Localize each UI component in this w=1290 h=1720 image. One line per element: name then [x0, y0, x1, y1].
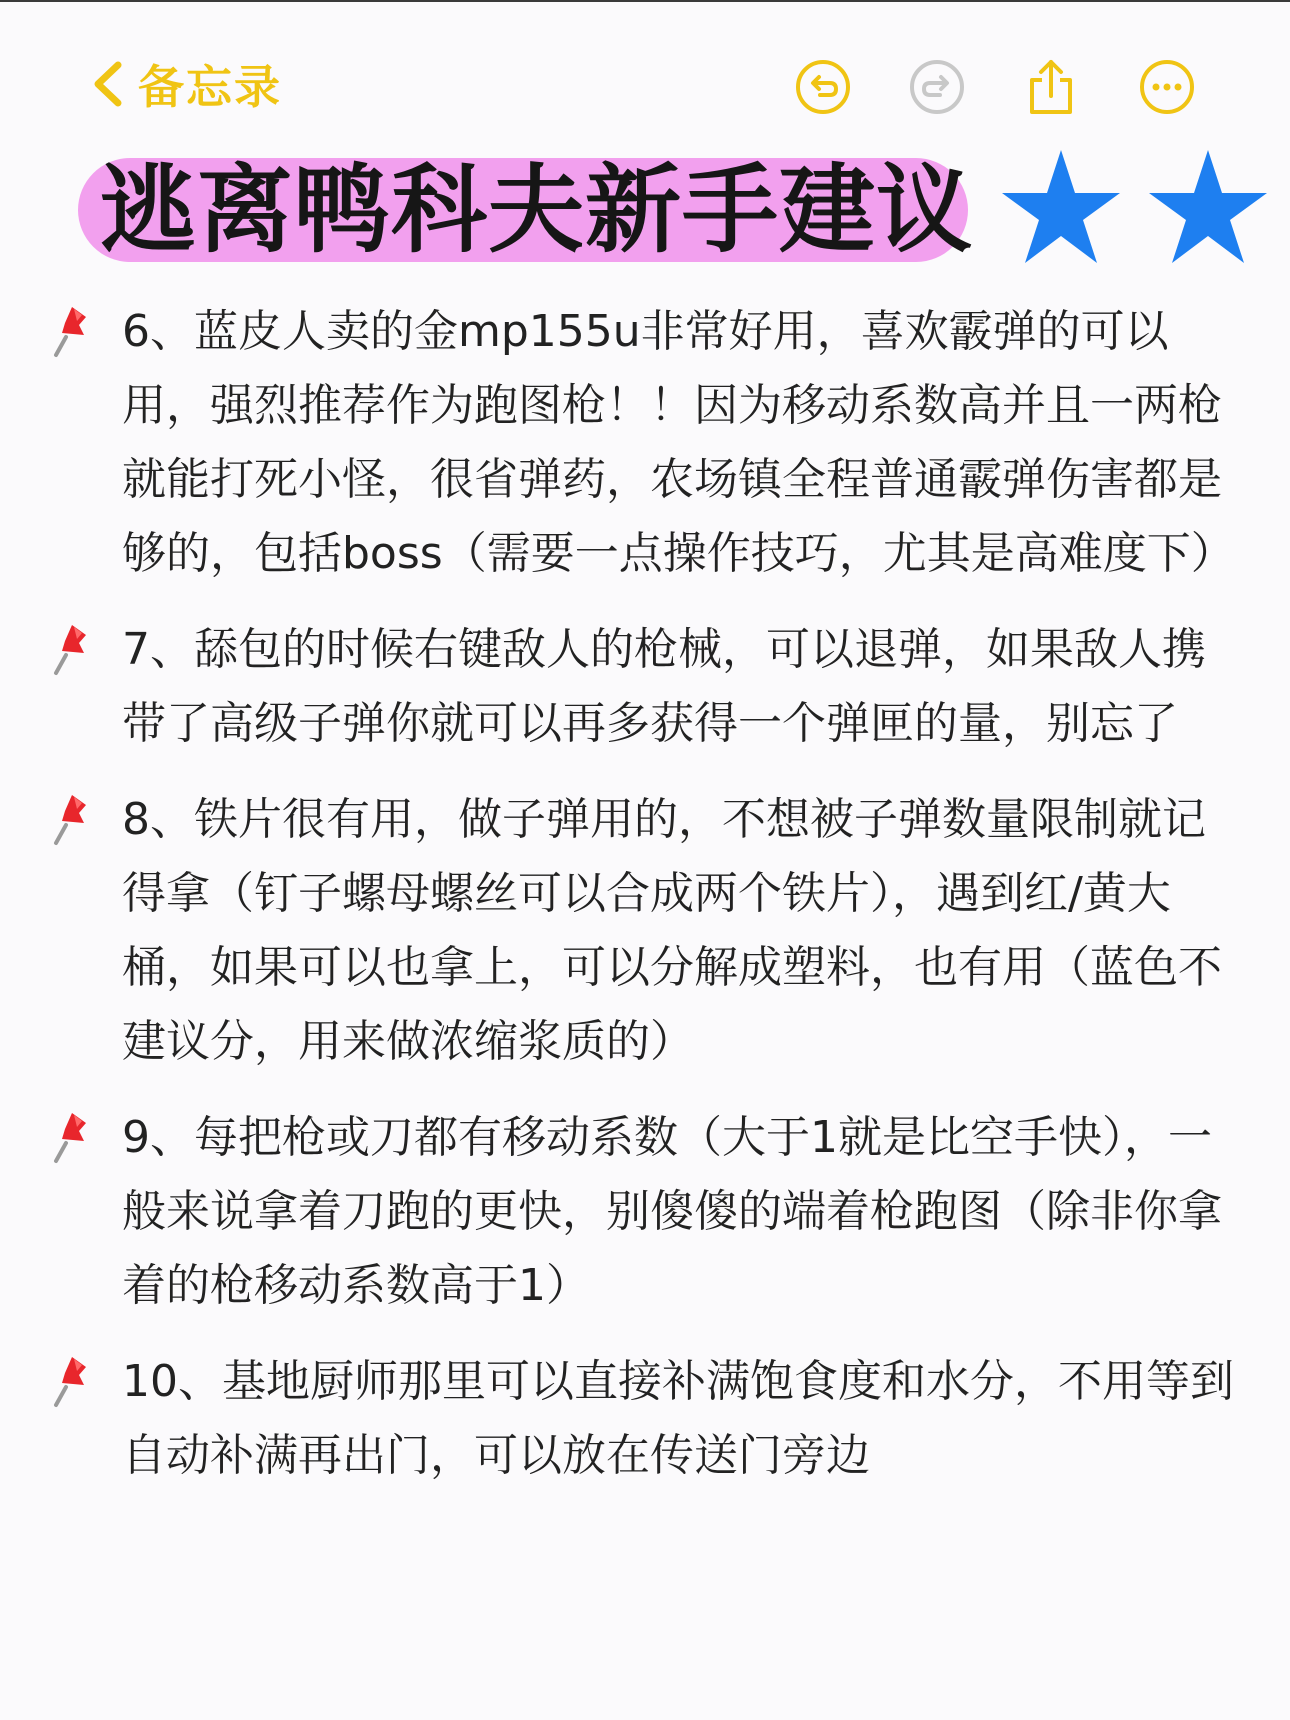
list-item — [52, 1345, 1242, 1493]
page-title: 逃离鸭科夫新手建议 — [100, 154, 973, 266]
chevron-left-icon — [90, 59, 124, 109]
undo-icon — [794, 58, 852, 116]
back-label: 备忘录 — [138, 60, 282, 114]
back-button[interactable] — [90, 54, 282, 114]
top-divider — [0, 0, 1290, 2]
more-button[interactable] — [1138, 58, 1196, 116]
list-item — [52, 295, 1242, 591]
redo-button[interactable] — [908, 58, 966, 116]
list-item — [52, 783, 1242, 1079]
star-icon — [1002, 150, 1120, 263]
nav-bar — [0, 40, 1290, 130]
list-item-text: 6、蓝皮人卖的金mp155u非常好用，喜欢霰弹的可以用，强烈推荐作为跑图枪！！因为移动系数高并且一两枪就能打死小怪，很省弹药，农场镇全程普通霰弹伤害都是够的，包括boss（需要一点操作技巧，尤其是高难度下） — [122, 306, 1235, 579]
title-stars — [986, 142, 1286, 272]
more-icon — [1138, 58, 1196, 116]
redo-icon — [908, 58, 966, 116]
title-banner — [78, 150, 1228, 270]
tips-list — [52, 295, 1242, 1515]
list-item-text: 7、舔包的时候右键敌人的枪械，可以退弹，如果敌人携带了高级子弹你就可以再多获得一个弹匣的量，别忘了 — [122, 624, 1206, 749]
star-icon — [1149, 150, 1267, 263]
pushpin-icon — [52, 303, 94, 359]
pushpin-icon — [52, 1109, 94, 1165]
pushpin-icon — [52, 621, 94, 677]
share-icon — [1022, 58, 1080, 116]
list-item-text: 9、每把枪或刀都有移动系数（大于1就是比空手快），一般来说拿着刀跑的更快，别傻傻的端着枪跑图（除非你拿着的枪移动系数高于1） — [122, 1112, 1222, 1311]
list-item-text: 10、基地厨师那里可以直接补满饱食度和水分，不用等到自动补满再出门，可以放在传送门旁边 — [122, 1356, 1234, 1481]
list-item — [52, 1101, 1242, 1323]
pushpin-icon — [52, 1353, 94, 1409]
undo-button[interactable] — [794, 58, 852, 116]
list-item-text: 8、铁片很有用，做子弹用的，不想被子弹数量限制就记得拿（钉子螺母螺丝可以合成两个铁片），遇到红/黄大桶，如果可以也拿上，可以分解成塑料，也有用（蓝色不建议分，用来做浓缩浆质的） — [122, 794, 1222, 1067]
list-item — [52, 613, 1242, 761]
pushpin-icon — [52, 791, 94, 847]
share-button[interactable] — [1022, 58, 1080, 116]
